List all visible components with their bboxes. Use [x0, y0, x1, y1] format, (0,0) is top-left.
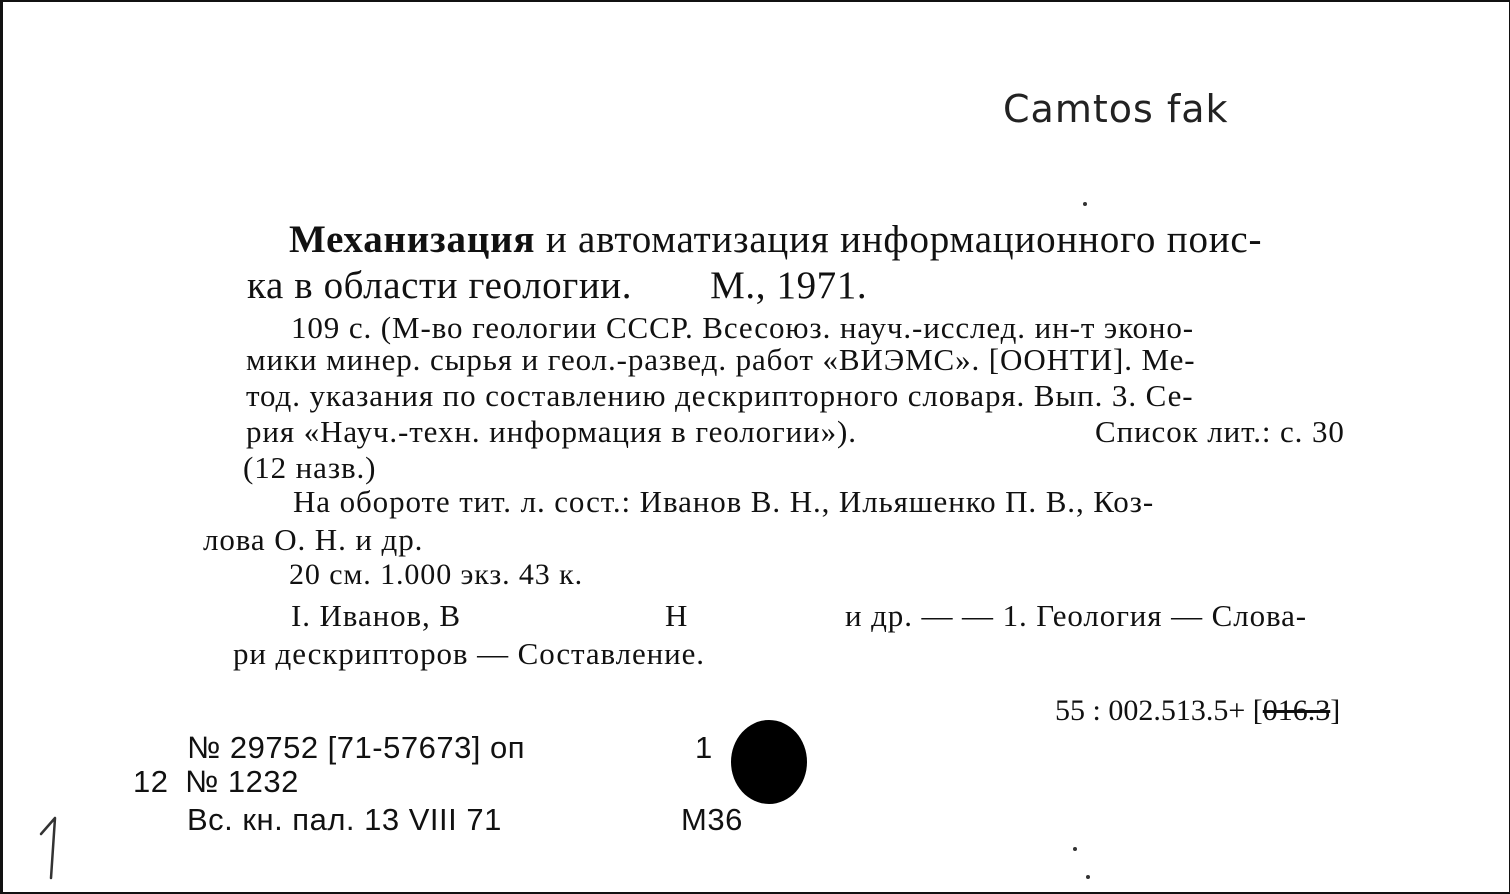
title-lead-word: Механизация	[289, 218, 536, 261]
title-line-1-rest: и автоматизация информационного поис-	[535, 218, 1263, 261]
ink-speck	[1086, 875, 1090, 879]
title-line-2-text: ка в области геологии.	[247, 264, 633, 307]
title-line-2	[247, 266, 867, 305]
imprint-city-year: М., 1971.	[710, 264, 868, 307]
tracings-line-1-c: и др. — — 1. Геология — Слова-	[845, 598, 1308, 633]
physical-description: 20 см. 1.000 экз. 43 к.	[289, 558, 583, 591]
udc-main: 55 : 002.513.5+ [	[1055, 694, 1263, 727]
tracings-line-2: ри дескрипторов — Составление.	[233, 636, 705, 671]
verso-note-line-2: лова О. Н. и др.	[203, 522, 424, 557]
tracings-line-1-a: I. Иванов, В	[291, 598, 461, 633]
udc-close: ]	[1330, 694, 1341, 727]
description-line-3: тод. указания по составлению дескрипторного словаря. Вып. 3. Се-	[246, 378, 1194, 413]
accession-line-2-prefix: 12	[133, 764, 169, 799]
description-line-2: мики минер. сырья и геол.-развед. работ «ВИЭМС». [ООНТИ]. Ме-	[246, 342, 1196, 377]
ink-blot	[731, 720, 807, 804]
udc-classification	[1055, 696, 1340, 726]
accession-line-2: № 1232	[185, 764, 299, 799]
description-line-4: рия «Науч.-техн. информация в геологии»).	[246, 414, 857, 449]
title-line-1	[289, 220, 1262, 259]
accession-line-3: Вс. кн. пал. 13 VIII 71	[187, 802, 502, 837]
description-line-1: 109 с. (М-во геологии СССР. Всесоюз. науч.-исслед. ин-т эконо-	[291, 310, 1195, 345]
bibliography-note: Список лит.: с. 30	[1095, 414, 1345, 449]
description-line-6: (12 назв.)	[243, 450, 377, 485]
accession-line-3-tail: М36	[681, 802, 743, 837]
udc-struck-code: 016.3	[1262, 694, 1331, 727]
accession-line-1: № 29752 [71-57673] оп	[187, 730, 526, 765]
handwritten-one-mark	[33, 812, 73, 882]
accession-line-1-tail: 1	[695, 730, 713, 765]
ink-speck	[1073, 847, 1077, 851]
verso-note-line-1: На обороте тит. л. сост.: Иванов В. Н., Ильяшенко П. В., Коз-	[293, 484, 1155, 519]
ink-speck	[1083, 202, 1087, 206]
tracings-line-1-b: Н	[665, 598, 689, 633]
handstamp-text: Camtos fak	[1003, 87, 1229, 131]
